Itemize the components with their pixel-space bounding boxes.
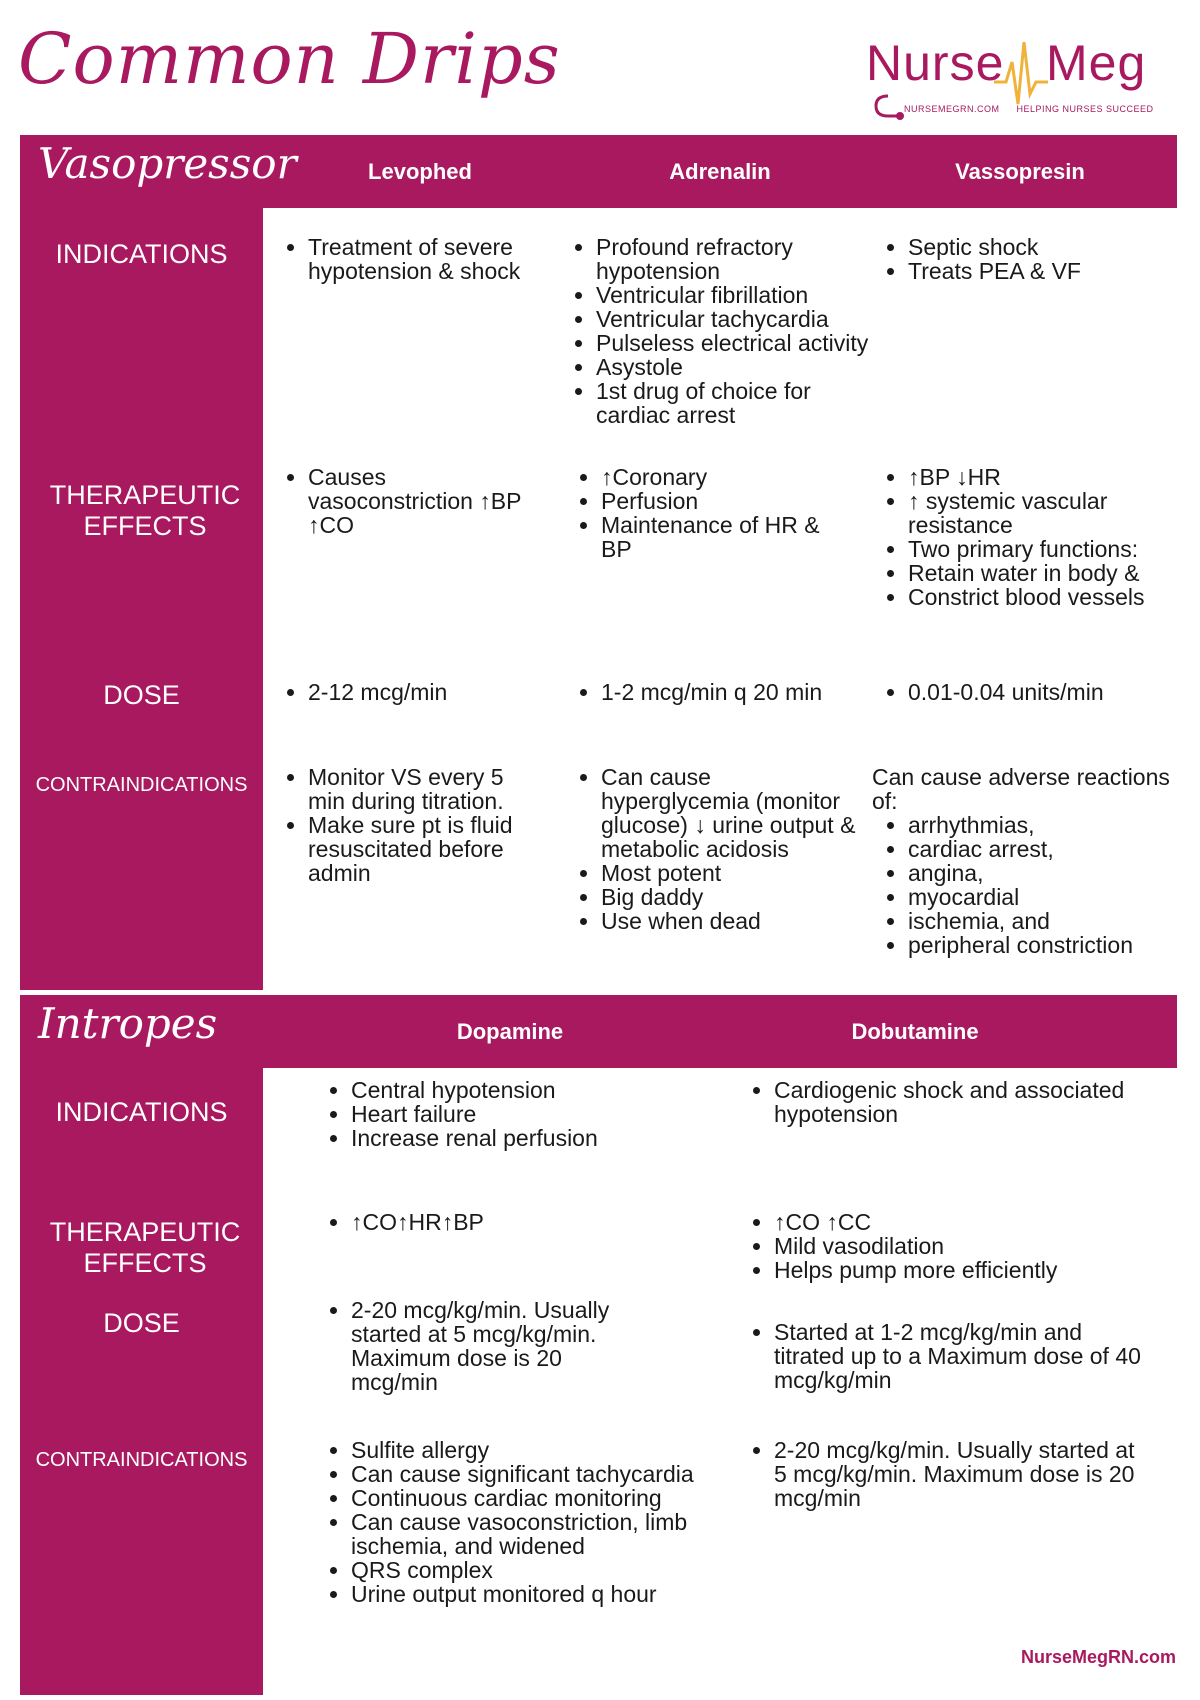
vasopressor-label: Vasopressor [38, 139, 297, 188]
cell-dobutamine-therapeutic-effects [748, 1210, 1148, 1282]
logo-tagline-right: HELPING NURSES SUCCEED [1016, 104, 1154, 114]
vasopressor-section [20, 135, 1177, 990]
row-label-indications: INDICATIONS [55, 239, 228, 269]
list-item: • Ventricular fibrillation [596, 283, 880, 307]
logo-name-left: Nurse [866, 35, 1005, 91]
cell-dopamine-indications [325, 1078, 705, 1150]
row-label-contraindications: CONTRAINDICATIONS [35, 774, 248, 796]
list-item: • ↑ systemic vascular resistance [908, 489, 1172, 537]
column-dobutamine: Dobutamine [851, 1019, 979, 1044]
cell-dobutamine-indications [748, 1078, 1148, 1126]
list-item: • Heart failure [351, 1102, 705, 1126]
list-item: • arrhythmias, [908, 813, 1172, 837]
list-item: • Mild vasodilation [774, 1234, 1148, 1258]
list-item: • Constrict blood vessels [908, 585, 1172, 609]
list-item: • Started at 1-2 mcg/kg/min and titrated up to a Maximum dose of 40 mcg/kg/min [774, 1320, 1148, 1392]
list-item: • Retain water in body & [908, 561, 1172, 585]
list-item: • 2-20 mcg/kg/min. Usually started at 5 mcg/kg/min. Maximum dose is 20 mcg/min [774, 1438, 1148, 1510]
cell-levophed-dose [282, 680, 542, 704]
footer-website-link[interactable]: NurseMegRN.com [1020, 1647, 1176, 1667]
list-item: • 1st drug of choice for cardiac arrest [596, 379, 880, 427]
list-item: • Maintenance of HR & BP [601, 513, 855, 561]
list-item: • Central hypotension [351, 1078, 705, 1102]
list-item: • Asystole [596, 355, 880, 379]
row-label-indications: INDICATIONS [55, 1097, 228, 1127]
list-item: • Sulfite allergy [351, 1438, 705, 1462]
nurse-meg-logo [866, 34, 1166, 122]
cell-vassopresin-therapeutic-effects [882, 465, 1172, 609]
cell-adrenalin-dose [575, 680, 825, 704]
column-levophed: Levophed [368, 159, 472, 184]
list-item: • ↑BP ↓HR [908, 465, 1172, 489]
list-item: • ↑CO↑HR↑BP [351, 1210, 705, 1234]
cell-vassopresin-indications [882, 235, 1172, 283]
cell-levophed-indications [282, 235, 552, 283]
list-item: • Helps pump more efficiently [774, 1258, 1148, 1282]
list-item: • Septic shock [908, 235, 1172, 259]
row-label-dose: DOSE [103, 680, 180, 710]
cell-dopamine-therapeutic-effects [325, 1210, 705, 1234]
list-item: • Treats PEA & VF [908, 259, 1172, 283]
logo-tagline [904, 104, 1168, 114]
cell-vassopresin-contraindications [872, 765, 1172, 957]
list-item: • 0.01-0.04 units/min [908, 680, 1172, 704]
vasopressor-header [20, 135, 1177, 208]
list-item: • ↑Coronary [601, 465, 855, 489]
list-item: • myocardial [908, 885, 1172, 909]
list-item: • Can cause vasoconstriction, limb ischemia, and widened [351, 1510, 705, 1558]
list-item: • Increase renal perfusion [351, 1126, 705, 1150]
list-item: • Use when dead [601, 909, 865, 933]
list-item: • Perfusion [601, 489, 855, 513]
intropes-header [20, 995, 1177, 1068]
row-label-contraindications: CONTRAINDICATIONS [35, 1449, 248, 1471]
cell-intro: Can cause adverse reactions of: [872, 764, 1170, 814]
list-item: • cardiac arrest, [908, 837, 1172, 861]
list-item: • Most potent [601, 861, 865, 885]
list-item: • Monitor VS every 5 min during titration. [308, 765, 542, 813]
cell-adrenalin-indications [570, 235, 880, 427]
column-adrenalin: Adrenalin [669, 159, 771, 184]
cell-vassopresin-dose [882, 680, 1172, 704]
list-item: • Ventricular tachycardia [596, 307, 880, 331]
cell-adrenalin-therapeutic-effects [575, 465, 855, 561]
list-item: • ischemia, and [908, 909, 1172, 933]
list-item: • Treatment of severe hypotension & shock [308, 235, 552, 283]
cell-levophed-therapeutic-effects [282, 465, 542, 537]
logo-tagline-left: NURSEMEGRN.COM [904, 104, 1000, 114]
list-item: • QRS complex [351, 1558, 705, 1582]
intropes-label: Intropes [38, 999, 218, 1048]
list-item: • Continuous cardiac monitoring [351, 1486, 705, 1510]
list-item: • ↑CO ↑CC [774, 1210, 1148, 1234]
list-item: • Urine output monitored q hour [351, 1582, 705, 1606]
list-item: • 2-12 mcg/min [308, 680, 542, 704]
cell-dopamine-dose [325, 1298, 655, 1394]
list-item: • Profound refractory hypotension [596, 235, 880, 283]
list-item: • 1-2 mcg/min q 20 min [601, 680, 825, 704]
list-item: • Cardiogenic shock and associated hypotension [774, 1078, 1148, 1126]
row-label-dose: DOSE [103, 1308, 180, 1338]
list-item: • Make sure pt is fluid resuscitated before admin [308, 813, 542, 885]
cell-dobutamine-contraindications [748, 1438, 1148, 1510]
column-vassopresin: Vassopresin [955, 159, 1085, 184]
column-dopamine: Dopamine [456, 1019, 564, 1044]
row-label-therapeutic-effects: THERAPEUTIC EFFECTS [49, 480, 241, 541]
row-label-therapeutic-effects: THERAPEUTIC EFFECTS [49, 1217, 241, 1278]
page-title: Common Drips [18, 18, 561, 100]
list-item: • angina, [908, 861, 1172, 885]
cell-dopamine-contraindications [325, 1438, 705, 1606]
list-item: • peripheral constriction [908, 933, 1172, 957]
cell-dobutamine-dose [748, 1320, 1148, 1392]
logo-name-right: Meg [1046, 35, 1147, 91]
list-item: • Can cause hyperglycemia (monitor glucose) ↓ urine output & metabolic acidosis [601, 765, 865, 861]
list-item: • Two primary functions: [908, 537, 1172, 561]
list-item: • Pulseless electrical activity [596, 331, 880, 355]
list-item: • Can cause significant tachycardia [351, 1462, 705, 1486]
intropes-section [20, 995, 1177, 1695]
list-item: • Big daddy [601, 885, 865, 909]
cell-adrenalin-contraindications [575, 765, 865, 933]
cell-levophed-contraindications [282, 765, 542, 885]
list-item: • Causes vasoconstriction ↑BP ↑CO [308, 465, 542, 537]
list-item: • 2-20 mcg/kg/min. Usually started at 5 mcg/kg/min. Maximum dose is 20 mcg/min [351, 1298, 655, 1394]
